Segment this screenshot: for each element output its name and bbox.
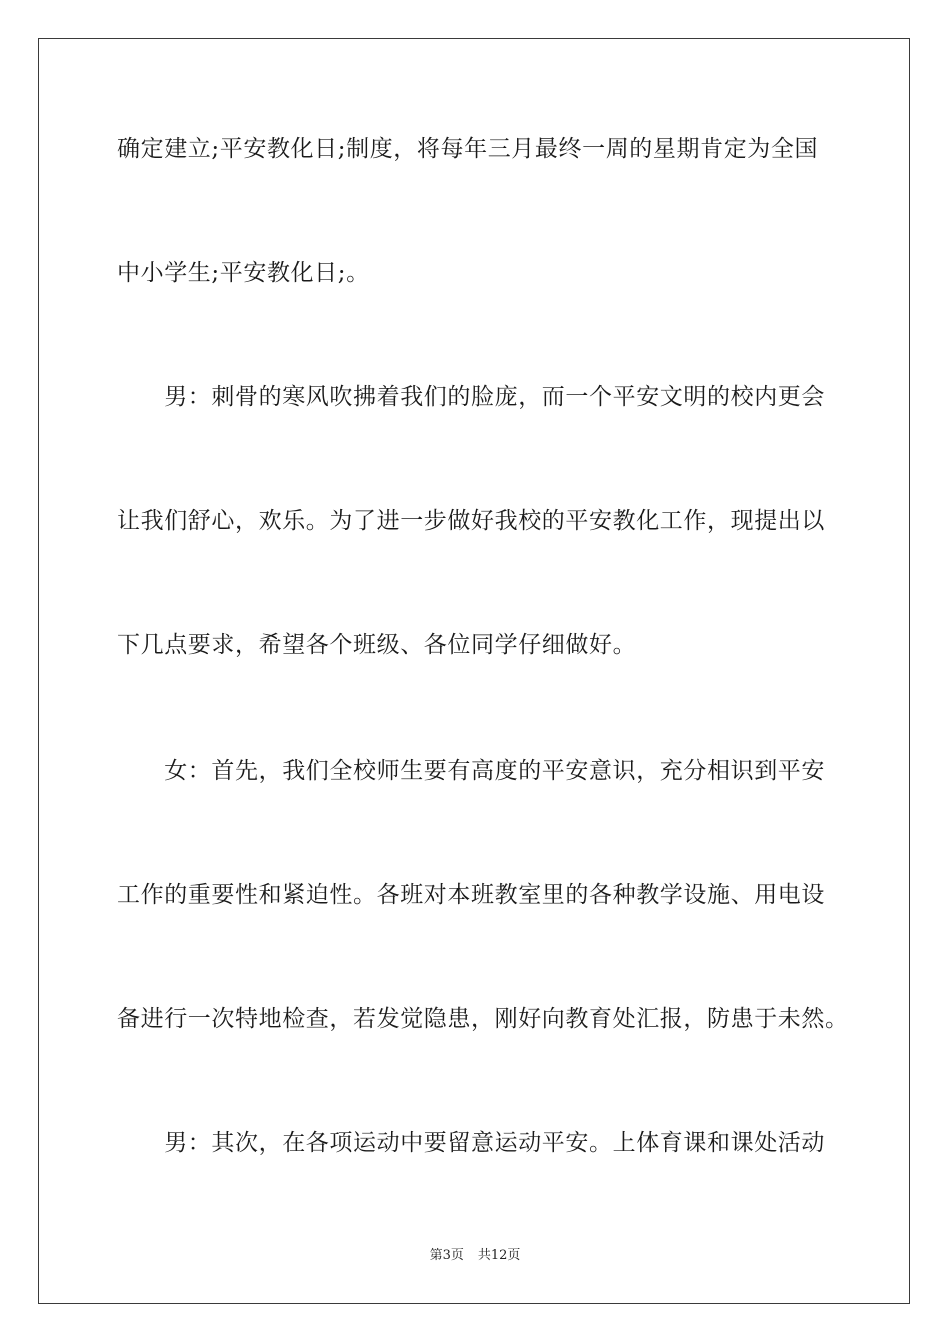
page-footer — [0, 1244, 950, 1263]
body-text-line: 男：其次，在各项运动中要留意运动平安。上体育课和课处活动 — [117, 1130, 825, 1156]
body-text-line: 确定建立;平安教化日;制度，将每年三月最终一周的星期肯定为全国 — [117, 136, 819, 162]
body-text-line: 女：首先，我们全校师生要有高度的平安意识，充分相识到平安 — [117, 758, 825, 784]
page-border — [38, 38, 910, 1304]
body-text-line: 中小学生;平安教化日;。 — [117, 260, 370, 286]
body-text-line: 男：刺骨的寒风吹拂着我们的脸庞，而一个平安文明的校内更会 — [117, 384, 825, 410]
body-text-line: 下几点要求，希望各个班级、各位同学仔细做好。 — [117, 632, 637, 658]
body-text-line: 让我们舒心，欢乐。为了进一步做好我校的平安教化工作，现提出以 — [117, 508, 825, 534]
body-text-line: 备进行一次特地检查，若发觉隐患，刚好向教育处汇报，防患于未然。 — [117, 1006, 849, 1032]
page-total: 共12页 — [477, 1248, 521, 1263]
body-text-line: 工作的重要性和紧迫性。各班对本班教室里的各种教学设施、用电设 — [117, 882, 825, 908]
page-number: 第3页 — [429, 1248, 464, 1263]
